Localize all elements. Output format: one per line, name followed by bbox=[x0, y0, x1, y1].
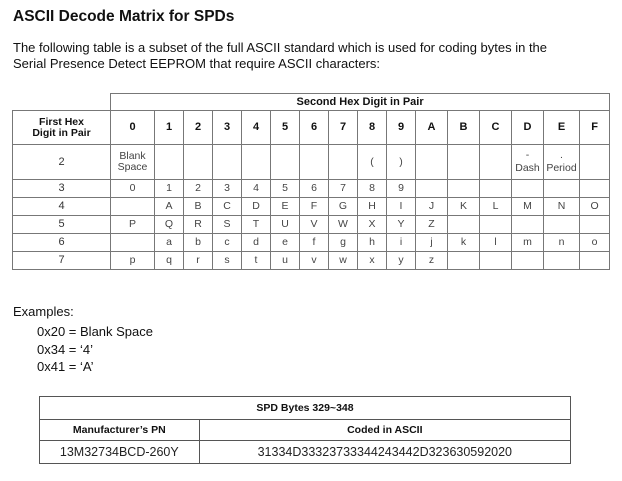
cell: G bbox=[329, 198, 358, 216]
cell bbox=[512, 180, 544, 198]
cell: P bbox=[111, 216, 155, 234]
cell: 9 bbox=[387, 180, 416, 198]
cell-dash bbox=[512, 145, 544, 180]
spd-table-caption: SPD Bytes 329~348 bbox=[40, 397, 571, 420]
cell: t bbox=[242, 252, 271, 270]
cell: H bbox=[358, 198, 387, 216]
column-header: 2 bbox=[184, 111, 213, 145]
column-header: B bbox=[448, 111, 480, 145]
cell: N bbox=[544, 198, 580, 216]
cell: L bbox=[480, 198, 512, 216]
cell: l bbox=[480, 234, 512, 252]
cell bbox=[580, 216, 610, 234]
first-digit-header bbox=[13, 111, 111, 145]
cell: u bbox=[271, 252, 300, 270]
cell bbox=[155, 145, 184, 180]
column-header: E bbox=[544, 111, 580, 145]
cell: d bbox=[242, 234, 271, 252]
coded-ascii-header: Coded in ASCII bbox=[199, 420, 570, 441]
cell bbox=[448, 145, 480, 180]
row-label: 4 bbox=[13, 198, 111, 216]
cell: a bbox=[155, 234, 184, 252]
cell: 6 bbox=[300, 180, 329, 198]
row-label: 2 bbox=[13, 145, 111, 180]
cell-open-paren: ( bbox=[358, 145, 387, 180]
spd-example-table bbox=[39, 396, 571, 464]
cell: 0 bbox=[111, 180, 155, 198]
dash-symbol: - bbox=[525, 149, 530, 161]
cell bbox=[512, 252, 544, 270]
cell bbox=[480, 180, 512, 198]
cell-close-paren: ) bbox=[387, 145, 416, 180]
cell: 2 bbox=[184, 180, 213, 198]
manufacturer-pn-header: Manufacturer’s PN bbox=[40, 420, 200, 441]
cell bbox=[544, 180, 580, 198]
cell: E bbox=[271, 198, 300, 216]
row-label: 6 bbox=[13, 234, 111, 252]
cell: n bbox=[544, 234, 580, 252]
cell: j bbox=[416, 234, 448, 252]
cell-period bbox=[544, 145, 580, 180]
cell: h bbox=[358, 234, 387, 252]
matrix-corner-empty bbox=[13, 94, 111, 111]
cell bbox=[580, 145, 610, 180]
cell: m bbox=[512, 234, 544, 252]
cell: R bbox=[184, 216, 213, 234]
cell: 1 bbox=[155, 180, 184, 198]
cell bbox=[580, 180, 610, 198]
cell: p bbox=[111, 252, 155, 270]
cell: Y bbox=[387, 216, 416, 234]
intro-line: The following table is a subset of the full ASCII standard which is used for coding bytes in the bbox=[13, 40, 548, 55]
example-item: 0x34 = ‘4’ bbox=[37, 341, 94, 357]
cell: s bbox=[213, 252, 242, 270]
cell bbox=[111, 234, 155, 252]
cell: e bbox=[271, 234, 300, 252]
cell: q bbox=[155, 252, 184, 270]
intro-paragraph bbox=[13, 40, 613, 72]
column-header: 3 bbox=[213, 111, 242, 145]
cell: V bbox=[300, 216, 329, 234]
cell bbox=[329, 145, 358, 180]
dash-label: Dash bbox=[515, 162, 540, 174]
column-header: 1 bbox=[155, 111, 184, 145]
cell bbox=[448, 216, 480, 234]
period-symbol: . bbox=[560, 149, 563, 161]
cell bbox=[512, 216, 544, 234]
cell: A bbox=[155, 198, 184, 216]
cell: w bbox=[329, 252, 358, 270]
manufacturer-pn-value: 13M32734BCD-260Y bbox=[40, 441, 200, 464]
cell: v bbox=[300, 252, 329, 270]
cell: x bbox=[358, 252, 387, 270]
cell: c bbox=[213, 234, 242, 252]
cell bbox=[300, 145, 329, 180]
cell bbox=[416, 180, 448, 198]
cell: 8 bbox=[358, 180, 387, 198]
cell: 7 bbox=[329, 180, 358, 198]
cell: I bbox=[387, 198, 416, 216]
second-digit-header: Second Hex Digit in Pair bbox=[111, 94, 610, 111]
cell: b bbox=[184, 234, 213, 252]
cell: S bbox=[213, 216, 242, 234]
period-label: Period bbox=[546, 162, 577, 174]
cell: C bbox=[213, 198, 242, 216]
column-header: A bbox=[416, 111, 448, 145]
cell: 3 bbox=[213, 180, 242, 198]
row-label: 7 bbox=[13, 252, 111, 270]
row-label: 5 bbox=[13, 216, 111, 234]
cell: f bbox=[300, 234, 329, 252]
examples-label: Examples: bbox=[13, 304, 74, 319]
cell: r bbox=[184, 252, 213, 270]
row-label: 3 bbox=[13, 180, 111, 198]
cell bbox=[480, 145, 512, 180]
cell: i bbox=[387, 234, 416, 252]
cell bbox=[544, 252, 580, 270]
column-header: 0 bbox=[111, 111, 155, 145]
cell bbox=[580, 252, 610, 270]
cell bbox=[448, 180, 480, 198]
cell-text: Blank bbox=[119, 150, 146, 162]
example-item: 0x41 = ‘A’ bbox=[37, 359, 94, 374]
cell bbox=[213, 145, 242, 180]
cell bbox=[184, 145, 213, 180]
cell: U bbox=[271, 216, 300, 234]
column-header: F bbox=[580, 111, 610, 145]
column-header: D bbox=[512, 111, 544, 145]
cell bbox=[242, 145, 271, 180]
column-header: 8 bbox=[358, 111, 387, 145]
page-title: ASCII Decode Matrix for SPDs bbox=[13, 8, 235, 25]
cell: z bbox=[416, 252, 448, 270]
cell: K bbox=[448, 198, 480, 216]
cell: F bbox=[300, 198, 329, 216]
cell: O bbox=[580, 198, 610, 216]
cell: 4 bbox=[242, 180, 271, 198]
cell: o bbox=[580, 234, 610, 252]
cell: T bbox=[242, 216, 271, 234]
cell: y bbox=[387, 252, 416, 270]
cell: J bbox=[416, 198, 448, 216]
column-header: C bbox=[480, 111, 512, 145]
cell: g bbox=[329, 234, 358, 252]
cell: M bbox=[512, 198, 544, 216]
cell: 5 bbox=[271, 180, 300, 198]
ascii-decode-matrix bbox=[12, 93, 610, 270]
cell: X bbox=[358, 216, 387, 234]
column-header: 9 bbox=[387, 111, 416, 145]
cell bbox=[111, 198, 155, 216]
column-header: 5 bbox=[271, 111, 300, 145]
cell: B bbox=[184, 198, 213, 216]
cell: Z bbox=[416, 216, 448, 234]
cell-blank-space bbox=[111, 145, 155, 180]
first-digit-header-line: First Hex bbox=[39, 115, 84, 128]
cell: k bbox=[448, 234, 480, 252]
cell-text: Space bbox=[117, 161, 148, 173]
cell bbox=[544, 216, 580, 234]
cell: Q bbox=[155, 216, 184, 234]
cell: W bbox=[329, 216, 358, 234]
cell bbox=[271, 145, 300, 180]
cell bbox=[416, 145, 448, 180]
cell bbox=[480, 252, 512, 270]
column-header: 4 bbox=[242, 111, 271, 145]
example-item: 0x20 = Blank Space bbox=[37, 324, 153, 339]
column-header: 6 bbox=[300, 111, 329, 145]
cell: D bbox=[242, 198, 271, 216]
intro-line: Serial Presence Detect EEPROM that require ASCII characters: bbox=[13, 56, 381, 71]
examples-list bbox=[37, 323, 153, 376]
coded-ascii-value: 31334D33323733344243442D323630592020 bbox=[199, 441, 570, 464]
cell bbox=[448, 252, 480, 270]
first-digit-header-line: Digit in Pair bbox=[32, 126, 91, 139]
column-header: 7 bbox=[329, 111, 358, 145]
cell bbox=[480, 216, 512, 234]
